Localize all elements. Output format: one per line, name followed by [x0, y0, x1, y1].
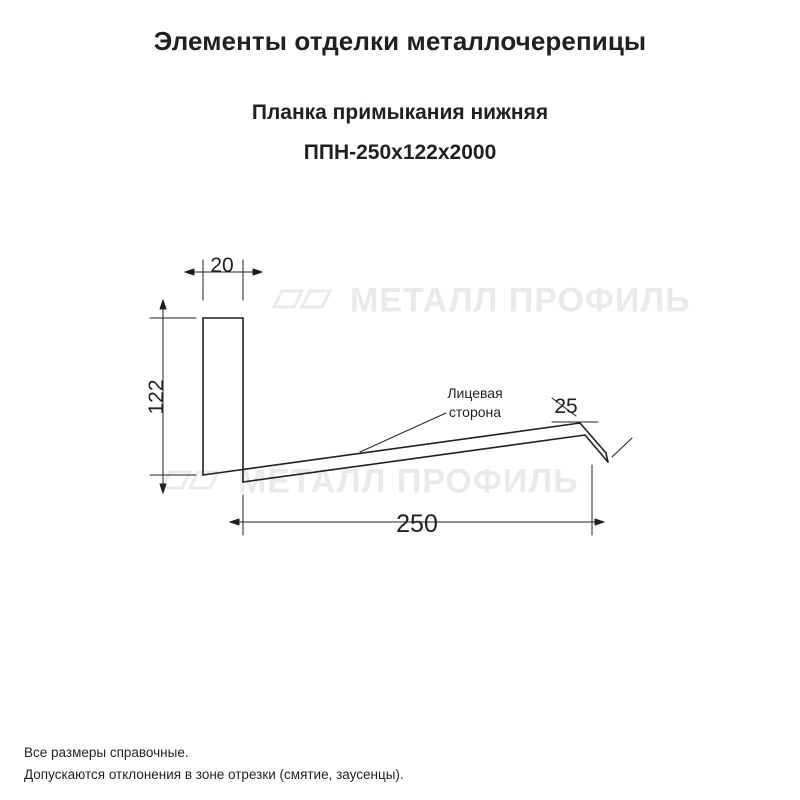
page-title: Элементы отделки металлочерепицы [153, 26, 647, 56]
face-side-leader [360, 413, 446, 452]
dimension-label-20: 20 [210, 254, 234, 277]
product-code: ППН-250х122х2000 [303, 141, 497, 164]
face-side-label-line1: Лицевая [447, 385, 503, 401]
watermark-text: МЕТАЛЛ ПРОФИЛЬ [238, 462, 579, 501]
footer-note-2: Допускаются отклонения в зоне отрезки (смятие, заусенцы). [24, 767, 404, 782]
face-side-label-line2: сторона [448, 404, 502, 420]
watermark-text: МЕТАЛЛ ПРОФИЛЬ [350, 281, 691, 320]
profile-outline [203, 318, 608, 482]
technical-drawing [0, 210, 800, 610]
dimension-label-250: 250 [396, 510, 438, 538]
footer-notes [24, 742, 404, 786]
dimension-label-122: 122 [145, 379, 168, 415]
dimension-label-25: 25 [554, 395, 578, 418]
footer-note-1: Все размеры справочные. [24, 745, 189, 760]
product-name: Планка примыкания нижняя [251, 101, 549, 124]
